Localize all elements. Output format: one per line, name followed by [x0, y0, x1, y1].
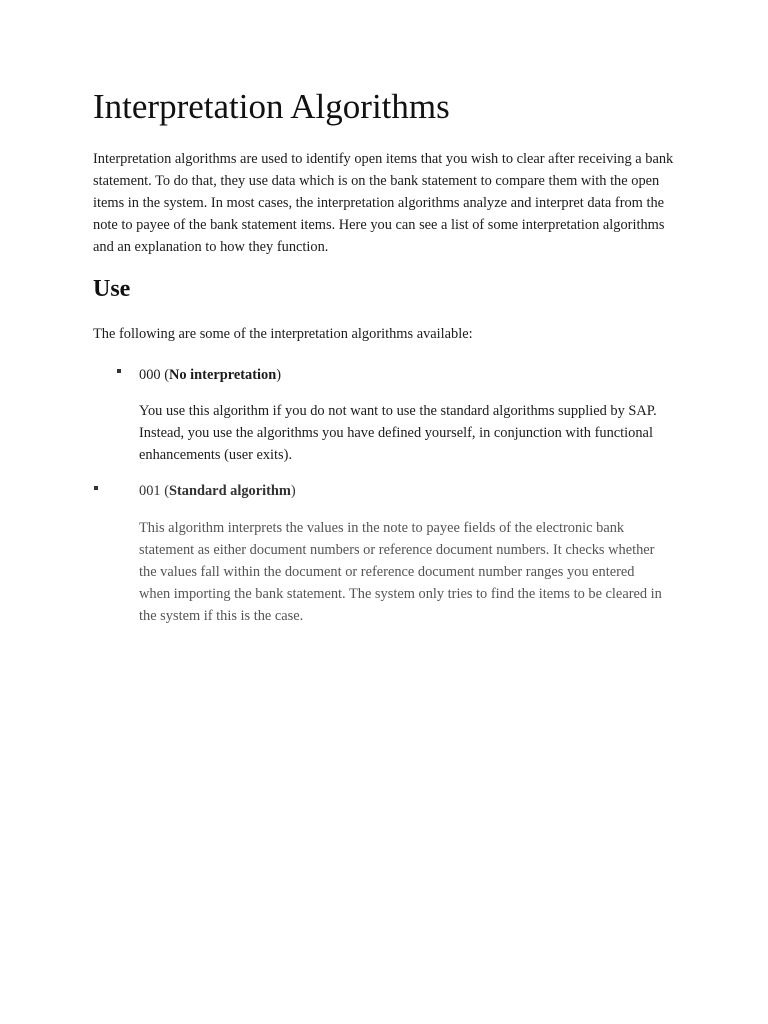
bullet-square-icon — [117, 369, 121, 373]
intro-paragraph: Interpretation algorithms are used to identify open items that you wish to clear after receiving a bank statement. To do that, they use data which is on the bank statement to compare them with the open items in the system. In most cases, the interpretation algorithms analyze and interpret data from the note to payee of the bank statement items. Here you can see a list of some interpretation algorithms and an explanation to how they function. — [93, 151, 674, 255]
list-item-description: You use this algorithm if you do not want to use the standard algorithms supplied by SAP. Instead, you use the algorithms you have defined yourself, in conjunction with functional enhancements (user exits). — [139, 403, 657, 463]
section-heading-use: Use — [93, 276, 131, 302]
algorithm-code: 000 — [139, 367, 161, 383]
document-title: Interpretation Algorithms — [93, 87, 450, 126]
algorithm-code: 001 — [139, 483, 161, 499]
list-item-description: This algorithm interprets the values in the note to payee fields of the electronic bank statement as either document numbers or reference document numbers. It checks whether the values fall within the document or reference document number ranges you entered when importing the bank statement. The system only tries to find the items to be cleared in the system if this is the case. — [139, 520, 662, 624]
bullet-square-icon — [94, 486, 98, 490]
lead-sentence: The following are some of the interpretation algorithms available: — [93, 326, 473, 342]
algorithm-name: No interpretation — [168, 367, 277, 383]
algorithm-name: Standard algorithm — [168, 483, 291, 499]
list-item-heading: 000 (No interpretation) — [139, 367, 282, 383]
list-item-heading: 001 (Standard algorithm) — [139, 483, 296, 499]
